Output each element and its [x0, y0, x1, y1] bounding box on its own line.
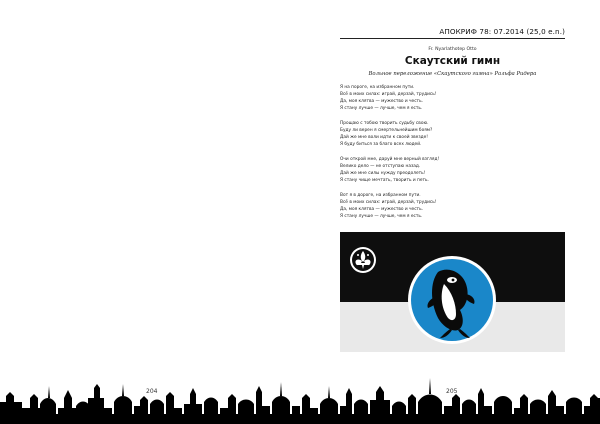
stanza — [340, 84, 560, 112]
poem-line: Я стану лучше — лучше, чем я есть. — [340, 214, 423, 219]
poem-line: Буду ли верен я смертельнейшим боям? — [340, 128, 433, 133]
city-skyline-silhouette — [0, 368, 600, 424]
poem-subtitle: Вольное переложение «Скаутского гимна» Ральфа Ридера — [368, 71, 537, 77]
poem-line: Да, моя клятва — мужество и честь. — [340, 207, 423, 212]
poem-line: Прощаю с тобою творить судьбу свою. — [340, 121, 429, 126]
stanza — [340, 120, 560, 148]
poem-line: Дай же мне силы нужду преодолеть! — [340, 171, 426, 176]
page-number-right: 205 — [446, 388, 458, 395]
author-byline: Fr. Nyarlathotep Otto — [428, 47, 477, 52]
page-number-left: 204 — [146, 388, 158, 395]
orca-mascot-icon — [408, 256, 496, 344]
poem-line: Я стану чище мечтать, творить и петь. — [340, 178, 429, 183]
poem-line: Дай же мне воли идти к своей звезде! — [340, 135, 428, 140]
poem-body — [340, 84, 560, 228]
poem-line: Велико дело — не отступаю назад. — [340, 164, 421, 169]
stanza — [340, 156, 560, 184]
poem-line: Вот я в дороге, на избранном пути. — [340, 193, 421, 198]
poem-line: Всё в моих силах: играй, дерзай, трудись! — [340, 200, 437, 205]
running-header: АПОКРИФ 78: 07.2014 (25,0 e.n.) — [439, 27, 565, 36]
poem-line: Да, моя клятва — мужество и честь. — [340, 99, 423, 104]
poem-line: Я стану лучше — лучше, чем я есть. — [340, 106, 423, 111]
scout-banner-image — [340, 232, 565, 352]
poem-line: Очи открой мне, даруй мне верный взгляд! — [340, 157, 440, 162]
poem-line: Я на пороге, на избранном пути. — [340, 85, 415, 90]
poem-line: Всё в моих силах: играй, дерзай, трудись! — [340, 92, 437, 97]
poem-line: Я буду биться за благо всех людей. — [340, 142, 422, 147]
stanza — [340, 192, 560, 220]
poem-title: Скаутский гимн — [404, 55, 501, 67]
header-rule — [340, 38, 565, 39]
scout-fleur-de-lis-icon — [350, 247, 376, 273]
